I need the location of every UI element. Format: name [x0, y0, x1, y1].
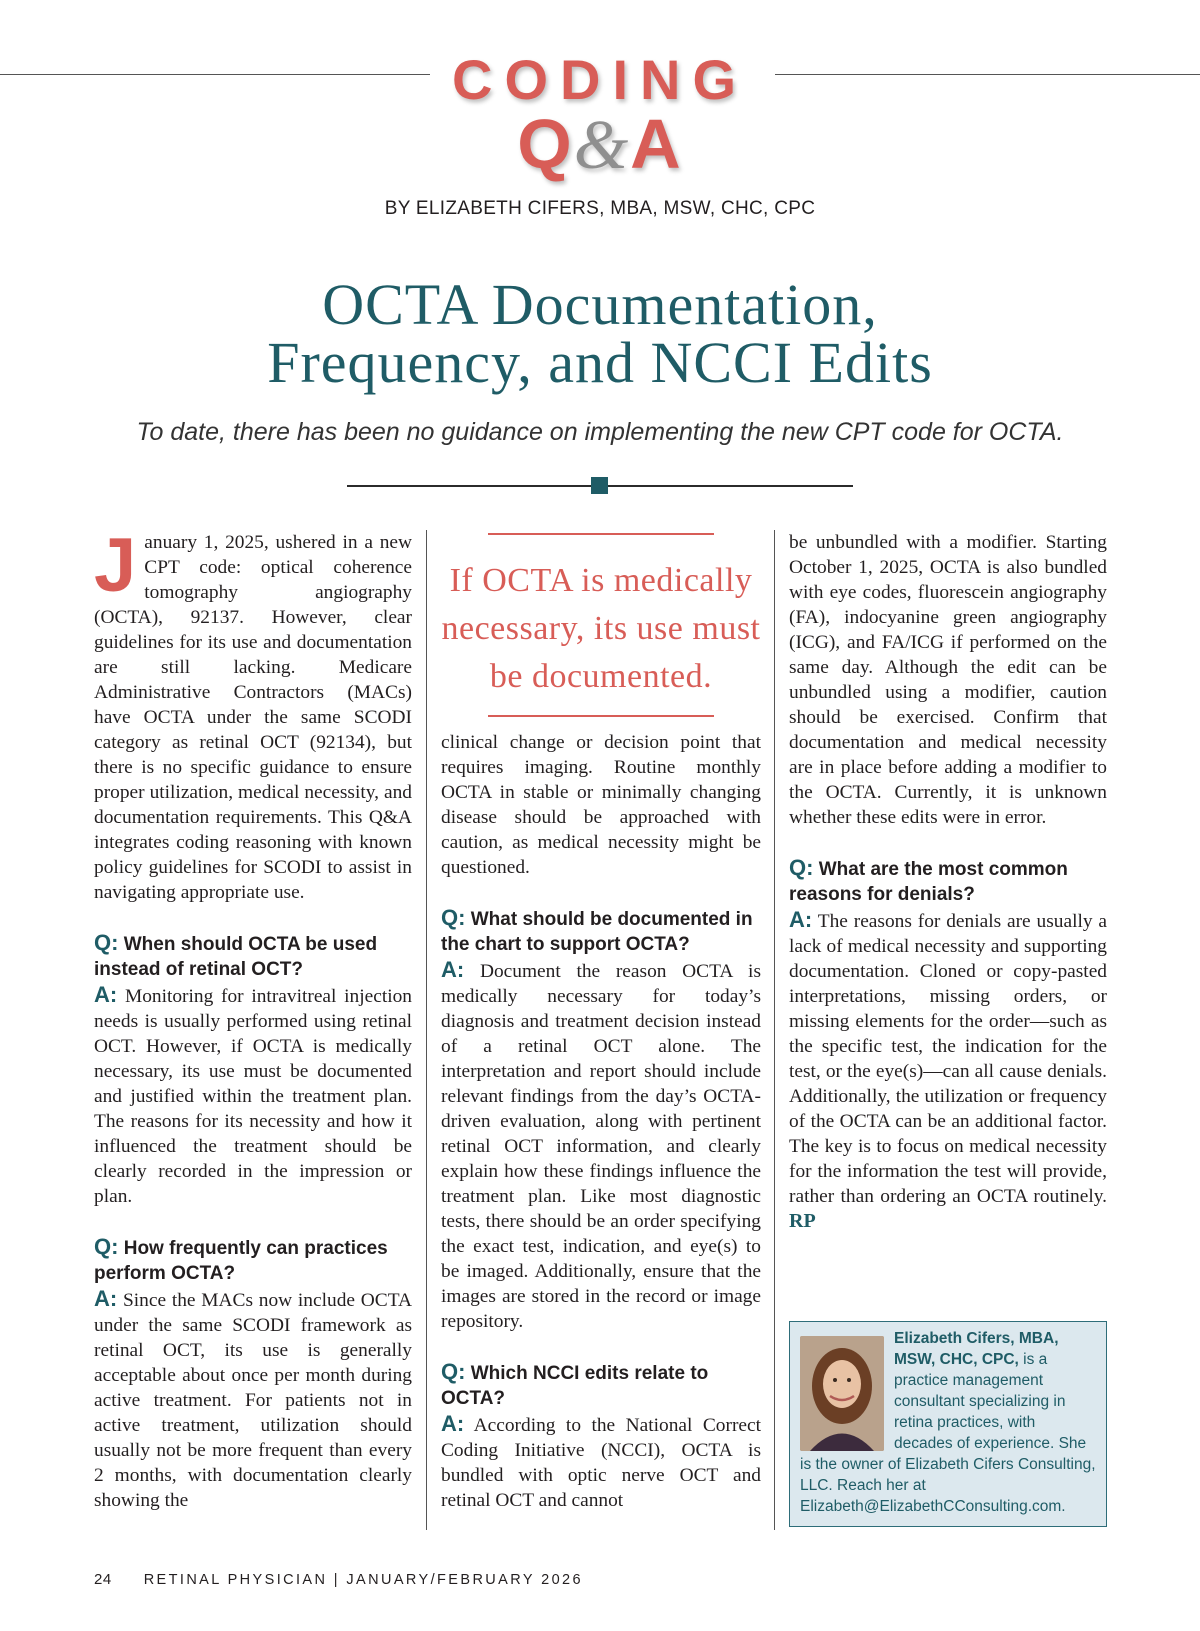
question-text: What should be documented in the chart to support OCTA?: [441, 909, 753, 955]
column-2: [441, 730, 761, 1513]
q-label: Q:: [94, 1234, 119, 1259]
a-label: A:: [94, 982, 118, 1007]
pull-quote-rule-bottom: [488, 715, 714, 717]
answer: [94, 1286, 412, 1513]
column-divider: [426, 530, 427, 1530]
column-divider: [774, 530, 775, 1530]
article-dek: To date, there has been no guidance on implementing the new CPT code for OCTA.: [136, 418, 1064, 446]
title-line-2: Frequency, and NCCI Edits: [267, 330, 933, 395]
question-text: When should OCTA be used instead of retinal OCT?: [94, 934, 378, 980]
question: [441, 1359, 761, 1411]
answer-text: Document the reason OCTA is medically necessary for today’s diagnosis and treatment decision instead of a retinal OCT alone. The interpretation and report should include relevant findings from the day’s OCTA-driven evaluation, along with pertinent retinal OCT information, and clearly explain how these findings influence the treatment plan. Like most diagnostic tests, there should be an order specifying the exact test, indication, and eye(s) to be imaged. Additionally, ensure that the images are stored in the record or image repository.: [441, 961, 761, 1332]
q-label: Q:: [441, 905, 466, 930]
answer-text: Monitoring for intravitreal injection needs is usually performed using retinal OCT. However, if OCTA is medically necessary, its use must be documented and justified within the treatment plan. The reasons for its necessity and how it influenced the treatment should be clearly recorded in the impression or plan.: [94, 986, 412, 1207]
question: [94, 1234, 412, 1286]
column-3: [789, 530, 1107, 1234]
a-label: A:: [789, 907, 813, 932]
answer: [789, 907, 1107, 1234]
author-photo: [800, 1336, 884, 1451]
page-footer: [94, 1571, 583, 1588]
publication-line: RETINAL PHYSICIAN | JANUARY/FEBRUARY 2026: [143, 1572, 583, 1588]
section-kicker-coding: CODING: [452, 48, 748, 111]
author-name: Elizabeth Cifers, MBA, MSW, CHC, CPC,: [894, 1330, 1059, 1368]
kicker-a: A: [630, 105, 683, 183]
answer-text: Since the MACs now include OCTA under the same SCODI framework as retinal OCT, its use is generally acceptable about once per month during active treatment. For patients not in active treatment, utilization should usually not be more frequent than every 2 months, with documentation clearly showing the: [94, 1290, 412, 1511]
answer-continued: be unbundled with a modifier. Starting October 1, 2025, OCTA is also bundled with eye codes, fluorescein angiography (FA), indocyanine green angiography (ICG), and FA/ICG if performed on the same day. Although the edit can be unbundled using a modifier, caution should be exercised. Confirm that documentation and medical necessity are in place before adding a modifier to the OCTA. Currently, it is unknown whether these edits were in error.: [789, 532, 1107, 828]
q-label: Q:: [789, 855, 814, 880]
drop-cap: J: [94, 523, 137, 608]
header-rule-right: [775, 74, 1200, 75]
end-mark: RP: [789, 1210, 816, 1232]
intro-paragraph: [94, 523, 412, 905]
answer-text: The reasons for denials are usually a lack of medical necessity and supporting documentation. Cloned or copy-pasted interpretations, missing orders, or missing elements for the order—such as the specific test, the indication for the test, or the eye(s)—can all cause denials. Additionally, the utilization or frequency of the OCTA can be an additional factor. The key is to focus on medical necessity for the information the test will provide, rather than ordering an OCTA routinely.: [789, 911, 1107, 1207]
q-label: Q:: [94, 930, 119, 955]
title-line-1: OCTA Documentation,: [322, 272, 878, 337]
section-kicker-qa: [440, 106, 760, 184]
pull-quote: If OCTA is medically necessary, its use must be documented.: [441, 562, 761, 695]
a-label: A:: [94, 1286, 118, 1311]
answer: [441, 957, 761, 1334]
question-text: What are the most common reasons for denials?: [789, 859, 1068, 905]
author-bio-box: [789, 1321, 1107, 1527]
byline: BY ELIZABETH CIFERS, MBA, MSW, CHC, CPC: [384, 198, 816, 219]
author-portrait-icon: [800, 1336, 884, 1451]
question: [789, 855, 1107, 907]
answer-text: According to the National Correct Coding Initiative (NCCI), OCTA is bundled with optic nerve OCT and retinal OCT and cannot: [441, 1415, 762, 1511]
kicker-q: Q: [517, 105, 574, 183]
answer: [441, 1411, 761, 1513]
answer: [94, 982, 412, 1209]
header-rule-left: [0, 74, 430, 75]
kicker-amp: &: [573, 107, 631, 184]
q-label: Q:: [441, 1359, 466, 1384]
intro-text: anuary 1, 2025, ushered in a new CPT code: optical coherence tomography angiography (OCTA), 92137. However, clear guidelines for its use and documentation are still lacking. Medicare Administrative Contractors (MACs) have OCTA under the same SCODI category as retinal OCT (92134), but there is no specific guidance to ensure proper utilization, medical necessity, and documentation requirements. This Q&A integrates coding reasoning with known policy guidelines for SCODI to assist in navigating appropriate use.: [94, 532, 412, 903]
column-1: [94, 523, 412, 1513]
pull-quote-rule-top: [488, 533, 714, 535]
article-title: [0, 272, 1200, 395]
a-label: A:: [441, 1411, 465, 1436]
page-number: 24: [94, 1571, 112, 1588]
answer-continued: clinical change or decision point that requires imaging. Routine monthly OCTA in stable or minimally changing disease should be approached with caution, as medical necessity might be questioned.: [441, 732, 761, 878]
question: [441, 905, 761, 957]
ornament-square-icon: [591, 477, 608, 494]
author-bio-text: is a practice management consultant specializing in retina practices, with decades of experience. She is the owner of Elizabeth Cifers Consulting, LLC. Reach her at Elizabeth@ElizabethCConsulting.com.: [800, 1351, 1096, 1515]
question: [94, 930, 412, 982]
a-label: A:: [441, 957, 465, 982]
question-text: How frequently can practices perform OCTA?: [94, 1238, 388, 1284]
question-text: Which NCCI edits relate to OCTA?: [441, 1363, 709, 1409]
